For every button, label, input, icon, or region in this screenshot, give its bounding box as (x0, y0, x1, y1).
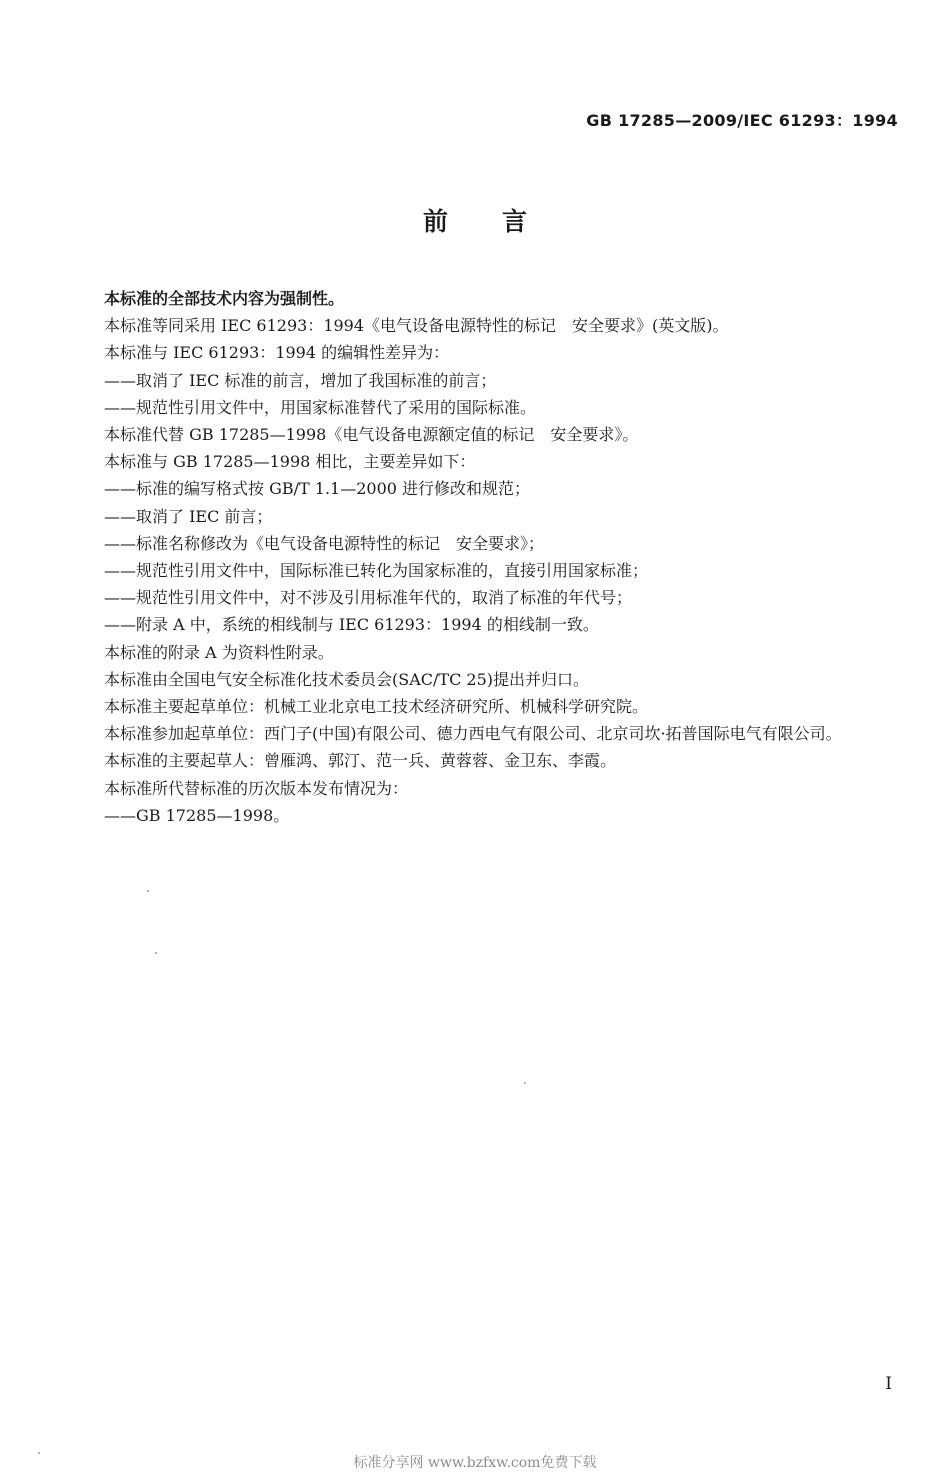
scan-speck (147, 890, 149, 892)
foreword-body (72, 285, 900, 829)
paragraph: 本标准等同采用 IEC 61293：1994《电气设备电源特性的标记 安全要求》(英文版)。 (104, 316, 729, 336)
list-item: ——标准的编写格式按 GB/T 1.1—2000 进行修改和规范； (104, 479, 531, 499)
paragraph: 本标准主要起草单位：机械工业北京电工技术经济研究所、机械科学研究院。 (104, 697, 649, 717)
list-item: ——规范性引用文件中，对不涉及引用标准年代的，取消了标准的年代号； (104, 588, 633, 608)
paragraph: 本标准参加起草单位：西门子(中国)有限公司、德力西电气有限公司、北京司坎·拓普国际电气有限公司。 (104, 724, 842, 744)
list-item: ——规范性引用文件中，用国家标准替代了采用的国际标准。 (104, 397, 537, 417)
paragraph-mandatory-statement: 本标准的全部技术内容为强制性。 (104, 289, 345, 308)
list-item: ——规范性引用文件中，国际标准已转化为国家标准的，直接引用国家标准； (104, 561, 649, 581)
paragraph: 本标准的主要起草人：曾雁鸿、郭汀、范一兵、黄蓉蓉、金卫东、李霞。 (104, 751, 617, 771)
list-item: ——取消了 IEC 前言； (104, 506, 273, 526)
watermark: 标准分享网 www.bzfxw.com免费下载 (353, 1455, 597, 1471)
paragraph: 本标准的附录 A 为资料性附录。 (104, 642, 334, 662)
paragraph: 本标准与 IEC 61293：1994 的编辑性差异为： (104, 343, 450, 363)
page-title: 前言 (422, 207, 581, 236)
scan-speck (524, 1082, 526, 1084)
list-item: ——取消了 IEC 标准的前言，增加了我国标准的前言； (104, 370, 497, 390)
list-item: ——附录 A 中，系统的相线制与 IEC 61293：1994 的相线制一致。 (104, 615, 599, 635)
list-item: ——标准名称修改为《电气设备电源特性的标记 安全要求》； (104, 533, 545, 553)
list-item: ——GB 17285—1998。 (104, 805, 290, 825)
page-number: I (885, 1374, 892, 1394)
standard-number-header: GB 17285—2009/IEC 61293：1994 (586, 111, 898, 130)
scan-speck (155, 952, 157, 954)
paragraph: 本标准代替 GB 17285—1998《电气设备电源额定值的标记 安全要求》。 (104, 425, 639, 445)
paragraph: 本标准与 GB 17285—1998 相比，主要差异如下： (104, 452, 476, 472)
paragraph: 本标准由全国电气安全标准化技术委员会(SAC/TC 25)提出并归口。 (104, 669, 589, 689)
paragraph: 本标准所代替标准的历次版本发布情况为： (104, 778, 409, 798)
